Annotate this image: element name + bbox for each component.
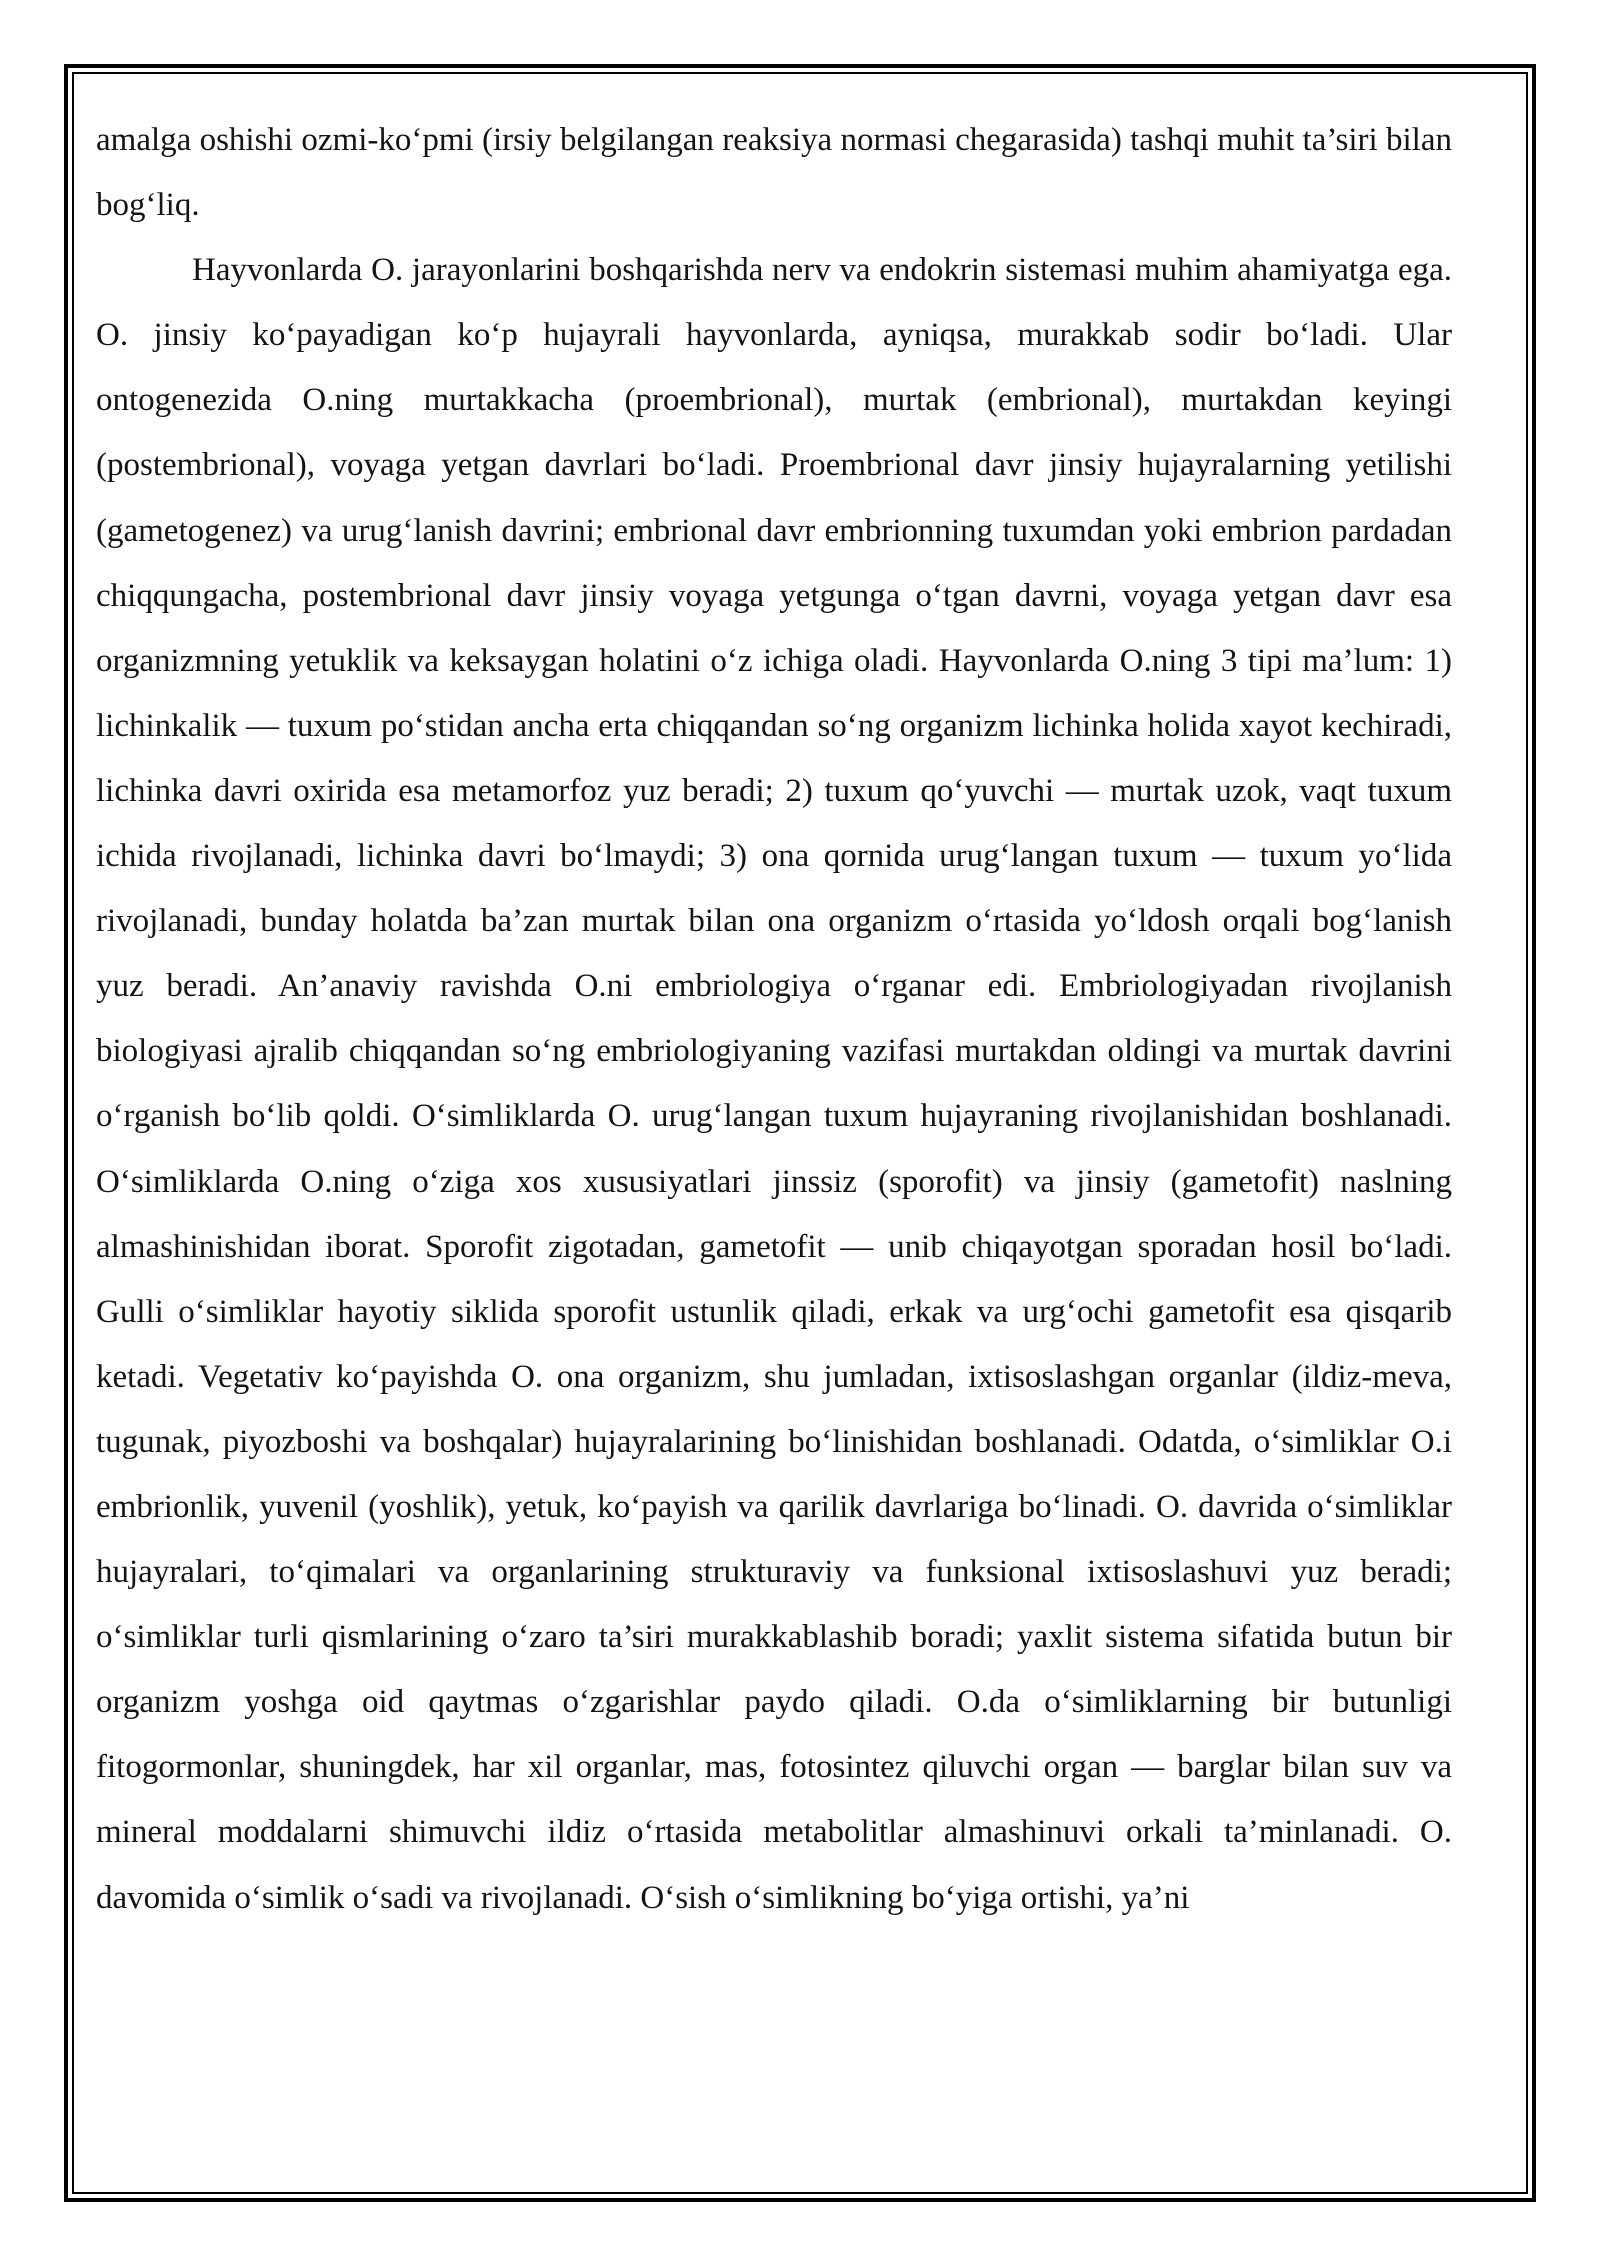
paragraph-continuation: amalga oshishi ozmi-ko‘pmi (irsiy belgilangan reaksiya normasi chegarasida) tashqi muhit ta’siri bilan bog‘liq. (96, 122, 1452, 224)
paragraph-ontogenesis: Hayvonlarda O. jarayonlarini boshqarishda nerv va endokrin sistemasi muhim ahamiyatga ega. O. jinsiy ko‘payadigan ko‘p hujayrali hayvonlarda, ayniqsa, murakkab sodir bo‘ladi. Ular ontogenezida O.ning murtakkacha (proembrional), murtak (embrional), murtakdan keyingi (postembrional), voyaga yetgan davrlari bo‘ladi. Proembrional davr jinsiy hujayralarning yetilishi (gametogenez) va urug‘lanish davrini; embrional davr embrionning tuxumdan yoki embrion pardadan chiqqungacha, postembrional davr jinsiy voyaga yetgunga o‘tgan davrni, voyaga yetgan davr esa organizmning yetuklik va keksaygan holatini o‘z ichiga oladi. Hayvonlarda O.ning 3 tipi ma’lum: 1) lichinkalik — tuxum po‘stidan ancha erta chiqqandan so‘ng organizm lichinka holida xayot kechiradi, lichinka davri oxirida esa metamorfoz yuz beradi; 2) tuxum qo‘yuvchi — murtak uzok, vaqt tuxum ichida rivojlanadi, lichinka davri bo‘lmaydi; 3) ona qornida urug‘langan tuxum — tuxum yo‘lida rivojlanadi, bunday holatda ba’zan murtak bilan ona organizm o‘rtasida yo‘ldosh orqali bog‘lanish yuz beradi. An’anaviy ravishda O.ni embriologiya o‘rganar edi. Embriologiyadan rivojlanish biologiyasi ajralib chiqqandan so‘ng embriologiyaning vazifasi murtakdan oldingi va murtak davrini o‘rganish bo‘lib qoldi. O‘simliklarda O. urug‘langan tuxum hujayraning rivojlanishidan boshlanadi. O‘simliklarda O.ning o‘ziga xos xususiyatlari jinssiz (sporofit) va jinsiy (gametofit) naslning almashinishidan iborat. Sporofit zigotadan, gametofit — unib chiqayotgan sporadan hosil bo‘ladi. Gulli o‘simliklar hayotiy siklida sporofit ustunlik qiladi, erkak va urg‘ochi gametofit esa qisqarib ketadi. Vegetativ ko‘payishda O. ona organizm, shu jumladan, ixtisoslashgan organlar (ildiz-meva, tugunak, piyozboshi va boshqalar) hujayralarining bo‘linishidan boshlanadi. Odatda, o‘simliklar O.i embrionlik, yuvenil (yoshlik), yetuk, ko‘payish va qarilik davrlariga bo‘linadi. O. davrida o‘simliklar hujayralari, to‘qimalari va organlarining strukturaviy va funksional ixtisoslashuvi yuz beradi; o‘simliklar turli qismlarining o‘zaro ta’siri murakkablashib boradi; yaxlit sistema sifatida butun bir organizm yoshga oid qaytmas o‘zgarishlar paydo qiladi. O.da o‘simliklarning bir butunligi fitogormonlar, shuningdek, har xil organlar, mas, fotosintez qiluvchi organ — barglar bilan suv va mineral moddalarni shimuvchi ildiz o‘rtasida metabolitlar almashinuvi orkali ta’minlanadi. O. davomida o‘simlik o‘sadi va rivojlanadi. O‘sish o‘simlikning bo‘yiga ortishi, ya’ni (96, 252, 1452, 1916)
document-body (96, 108, 1452, 1931)
